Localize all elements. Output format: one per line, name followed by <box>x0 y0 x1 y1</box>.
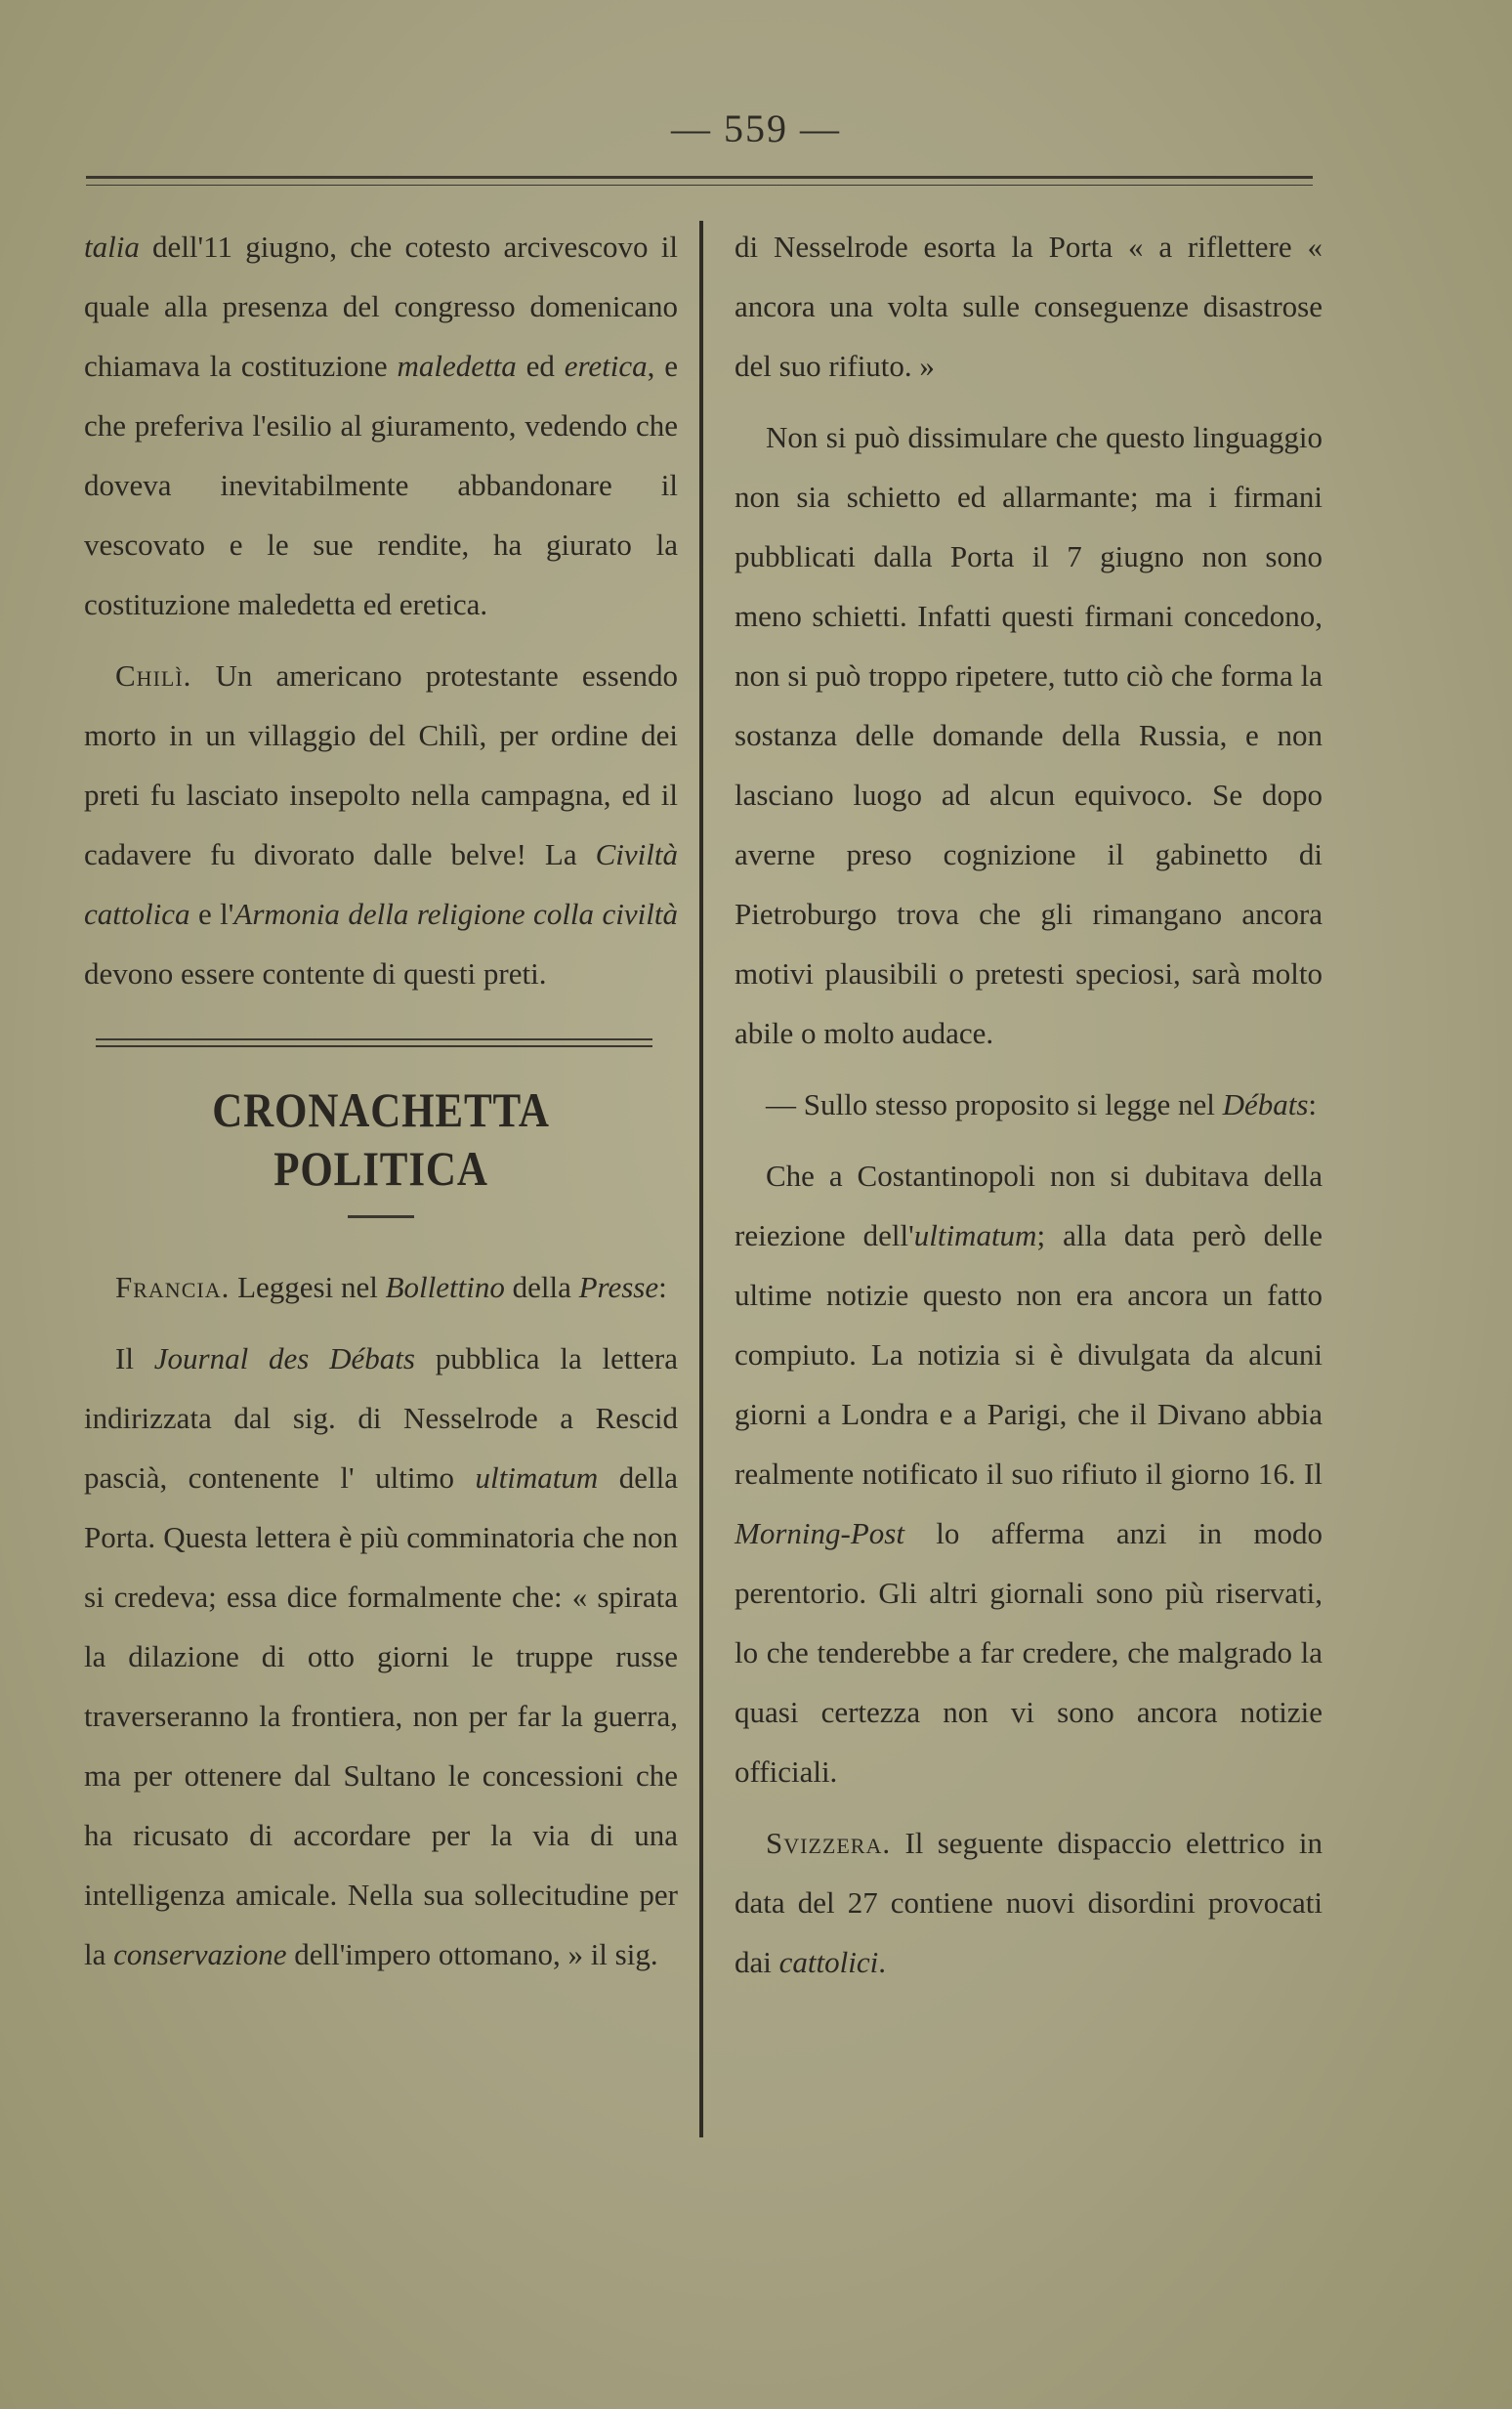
italic-text: Civiltà cattolica <box>84 837 678 931</box>
paragraph-francia <box>84 1257 678 1317</box>
page-number: — 559 — <box>671 106 841 150</box>
section-lead-francia: Francia. <box>115 1270 231 1304</box>
text: : <box>658 1270 667 1304</box>
italic-text: ultimatum <box>913 1218 1037 1252</box>
italic-text: eretica <box>564 349 648 383</box>
paragraph-journal <box>84 1329 678 1984</box>
italic-text: Bollettino <box>385 1270 505 1304</box>
text: : <box>1308 1087 1318 1121</box>
section-separator <box>96 1038 652 1047</box>
text: — Sullo stesso proposito si legge nel <box>766 1087 1223 1121</box>
section-heading: CRONACHETTA POLITICA <box>212 1082 550 1196</box>
italic-text: cattolici <box>778 1945 879 1979</box>
italic-text: maledetta <box>397 349 517 383</box>
section-lead-chili: Chilì. <box>115 658 192 693</box>
italic-text: Morning-Post <box>735 1516 904 1550</box>
header-rule <box>86 176 1313 186</box>
text: della Porta. Questa lettera è più comminatoria che non si credeva; essa dice formalmente che: « spirata la dilazione di otto giorni le truppe russe traverseranno la frontiera, non per far la guerra, ma per ottenere dal Sultano le concessioni che ha ricusato di accordare per la via di una intelligenza amicale. Nella sua sollecitudine per la <box>84 1460 678 1971</box>
paragraph-costantinopoli <box>735 1146 1323 1801</box>
text: e l' <box>189 897 234 931</box>
paragraph-chili <box>84 646 678 1003</box>
text: della <box>504 1270 579 1304</box>
text: Il <box>115 1341 154 1375</box>
paragraph-svizzera <box>735 1813 1323 1992</box>
text: Che a Costantinopoli non si dubitava della reiezione dell' <box>735 1159 1323 1252</box>
text: . <box>878 1945 886 1979</box>
italic-text: conservazione <box>113 1937 287 1971</box>
paragraph-nesselrode: di Nesselrode esorta la Porta « a riflettere « ancora una volta sulle conseguenze disastrose del suo rifiuto. » <box>735 230 1323 383</box>
section-lead-svizzera: Svizzera. <box>766 1826 892 1860</box>
text: lo afferma anzi in modo perentorio. Gli altri giornali sono più riservati, lo che tenderebbe a far credere, che malgrado la quasi certezza non vi sono ancora notizie officiali. <box>735 1516 1323 1789</box>
italic-text: Presse <box>578 1270 659 1304</box>
paragraph-linguaggio: Non si può dissimulare che questo linguaggio non sia schietto ed allarmante; ma i firmani pubblicati dalla Porta il 7 giugno non sono meno schietti. Infatti questi firmani concedono, non si può troppo ripetere, tutto ciò che forma la sostanza delle domande della Russia, e non lasciano luogo ad alcun equivoco. Se dopo averne preso cognizione il gabinetto di Pietroburgo trova che gli rimangano ancora motivi plausibili o pretesti speciosi, sarà molto abile o molto audace. <box>735 420 1323 1050</box>
paragraph-debats <box>735 1075 1323 1134</box>
text: dell'11 giugno, che cotesto arcivescovo il quale alla presenza del congresso domenicano chiamava la costituzione <box>84 230 678 383</box>
paragraph-arcivescovo <box>84 217 678 634</box>
text: Leggesi nel <box>230 1270 386 1304</box>
italic-text: ultimatum <box>475 1460 599 1495</box>
text: ed <box>516 349 565 383</box>
column-divider <box>699 221 703 2137</box>
heading-rule <box>348 1215 414 1218</box>
italic-text: Débats <box>1222 1087 1309 1121</box>
text: Un americano protestante essendo morto in un villaggio del Chilì, per ordine dei preti fu lasciato insepolto nella campagna, ed il cadavere fu divorato dalle belve! La <box>84 658 678 871</box>
italic-text: Journal des Débats <box>153 1341 415 1375</box>
text: , e che preferiva l'esilio al giuramento, vedendo che doveva inevitabilmente abbandonare il vescovato e le sue rendite, ha giurato la costituzione maledetta ed eretica. <box>84 349 678 621</box>
text: pubblica la lettera indirizzata dal sig. di Nesselrode a Rescid pascià, contenente l' ultimo <box>84 1341 678 1495</box>
italic-text: talia <box>84 230 140 264</box>
text: Il seguente dispaccio elettrico in data del 27 contiene nuovi disordini provocati dai <box>735 1826 1323 1979</box>
right-column <box>735 217 1323 2004</box>
italic-text: Armonia della religione colla civiltà <box>233 897 678 931</box>
left-column <box>84 217 678 1996</box>
text: devono essere contente di questi preti. <box>84 956 547 991</box>
text: dell'impero ottomano, » il sig. <box>286 1937 658 1971</box>
text: ; alla data però delle ultime notizie questo non era ancora un fatto compiuto. La notizia si è divulgata da alcuni giorni a Londra e a Parigi, che il Divano abbia realmente notificato il suo rifiuto il giorno 16. Il <box>735 1218 1323 1491</box>
